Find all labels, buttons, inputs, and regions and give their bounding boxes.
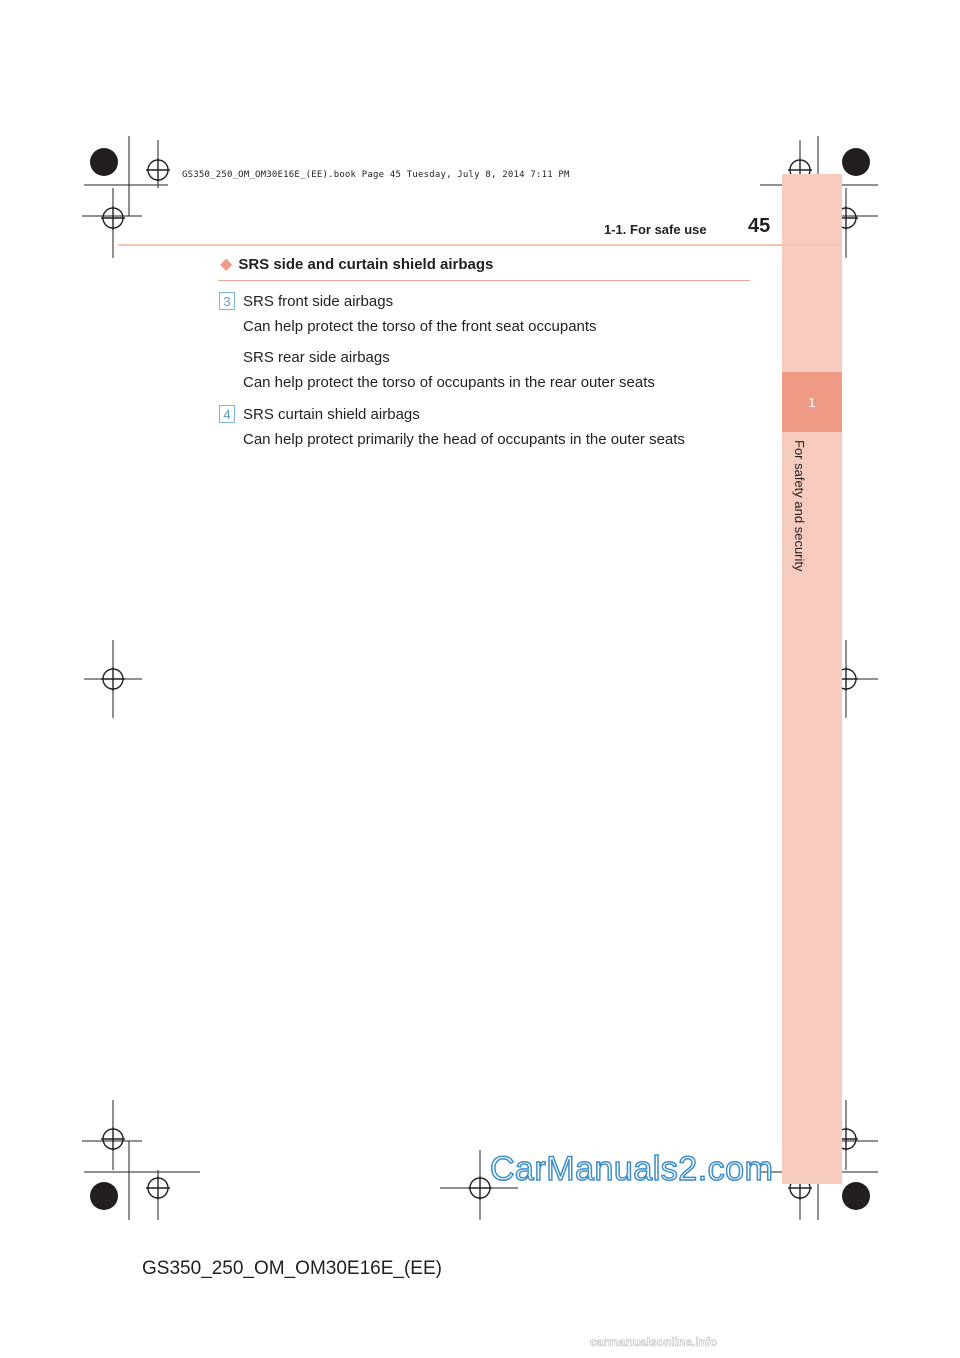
diamond-bullet-icon: ◆	[220, 256, 233, 273]
subsection-heading-text: SRS side and curtain shield airbags	[238, 255, 494, 273]
page-number: 45	[748, 215, 771, 237]
item-title: SRS curtain shield airbags	[243, 406, 420, 423]
chapter-number: 1	[782, 372, 842, 432]
list-item	[243, 289, 597, 339]
watermark-logo: CarManuals2.com	[490, 1150, 774, 1188]
list-item	[243, 402, 685, 452]
section-title: 1-1. For safe use	[604, 222, 707, 237]
print-stamp: GS350_250_OM_OM30E16E_(EE).book Page 45 Tuesday, July 8, 2014 7:11 PM	[182, 170, 570, 180]
item-title: SRS front side airbags	[243, 293, 394, 310]
heading-divider	[218, 280, 750, 281]
subsection-heading	[220, 254, 493, 274]
item-description: Can help protect the torso of occupants in the rear outer seats	[243, 374, 655, 391]
header-divider	[118, 244, 842, 246]
item-badge-4: 4	[219, 405, 235, 423]
watermark-footer: carmanualsonline.info	[590, 1335, 718, 1349]
list-item	[243, 345, 655, 395]
item-badge-3: 3	[219, 292, 235, 310]
chapter-label: For safety and security	[792, 440, 807, 572]
footer-document-code: GS350_250_OM_OM30E16E_(EE)	[142, 1258, 442, 1279]
chapter-side-tab	[782, 174, 842, 1184]
item-description: Can help protect the torso of the front seat occupants	[243, 318, 597, 335]
item-description: Can help protect primarily the head of occupants in the outer seats	[243, 431, 685, 448]
item-title: SRS rear side airbags	[243, 349, 390, 366]
